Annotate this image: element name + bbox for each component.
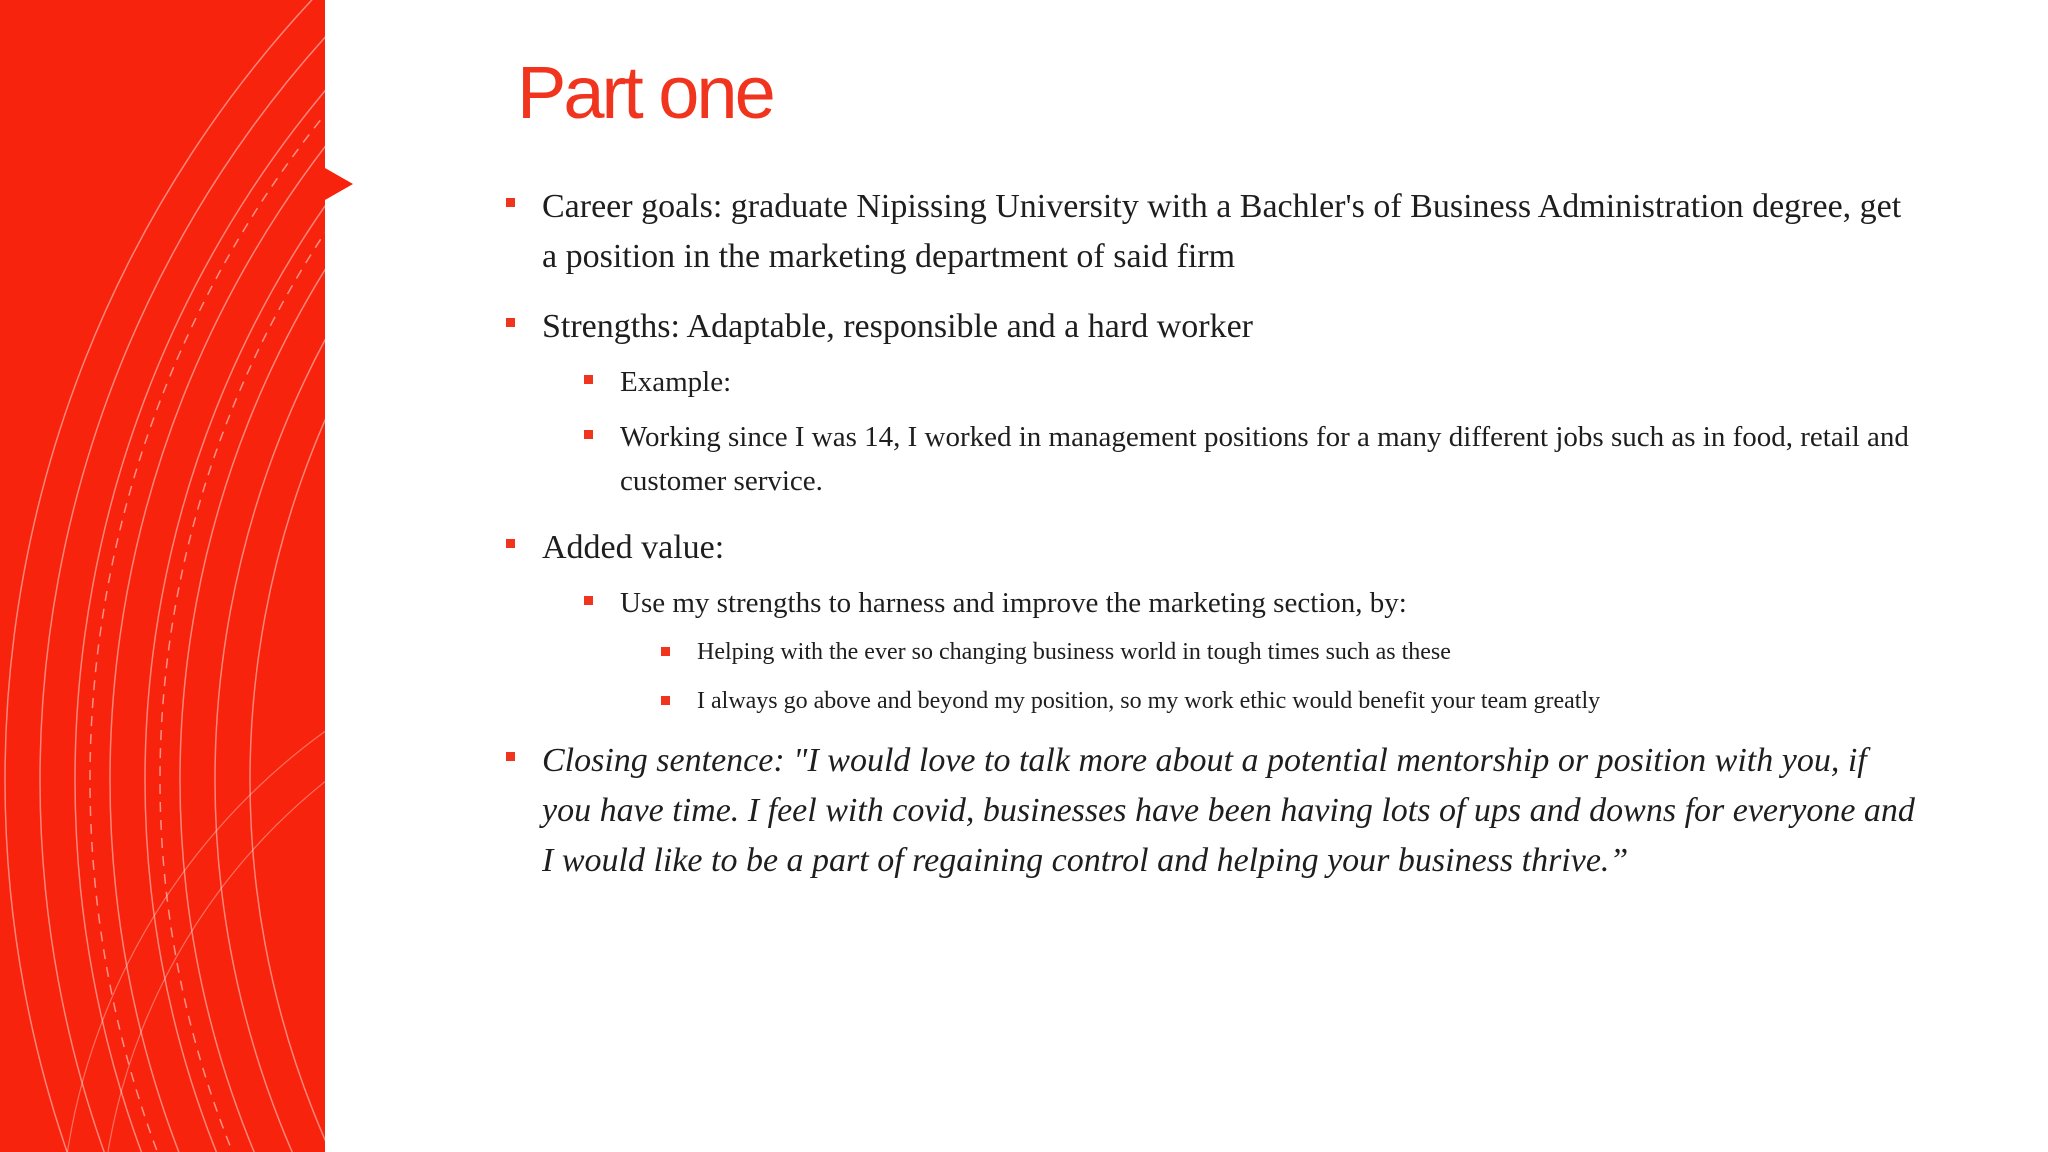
bullet-example-text: Working since I was 14, I worked in management positions for a many different jobs such as in food, retail and customer service.: [578, 415, 1920, 503]
bullet-list: [500, 182, 1920, 906]
bullet-closing-sentence: Closing sentence: "I would love to talk more about a potential mentorship or position with you, if you have time. I feel with covid, businesses have been having lots of ups and downs for everyone and I would like to be a part of regaining control and helping your business thrive.”: [500, 736, 1920, 886]
bullet-above-beyond: I always go above and beyond my position, so my work ethic would benefit your team greatly: [655, 684, 1920, 718]
decorative-arcs: [0, 0, 325, 1152]
bullet-helping: Helping with the ever so changing business world in tough times such as these: [655, 635, 1920, 669]
bullet-strengths: Strengths: Adaptable, responsible and a hard worker: [500, 302, 1920, 352]
slide-title: Part one: [517, 51, 773, 134]
bullet-added-value: Added value:: [500, 523, 1920, 573]
panel-arrow-notch: [325, 168, 353, 200]
bullet-use-strengths: Use my strengths to harness and improve the marketing section, by:: [578, 581, 1920, 625]
bullet-example-label: Example:: [578, 360, 1920, 404]
bullet-career-goals: Career goals: graduate Nipissing University with a Bachler's of Business Administration degree, get a position in the marketing department of said firm: [500, 182, 1920, 282]
decorative-side-panel: [0, 0, 325, 1152]
